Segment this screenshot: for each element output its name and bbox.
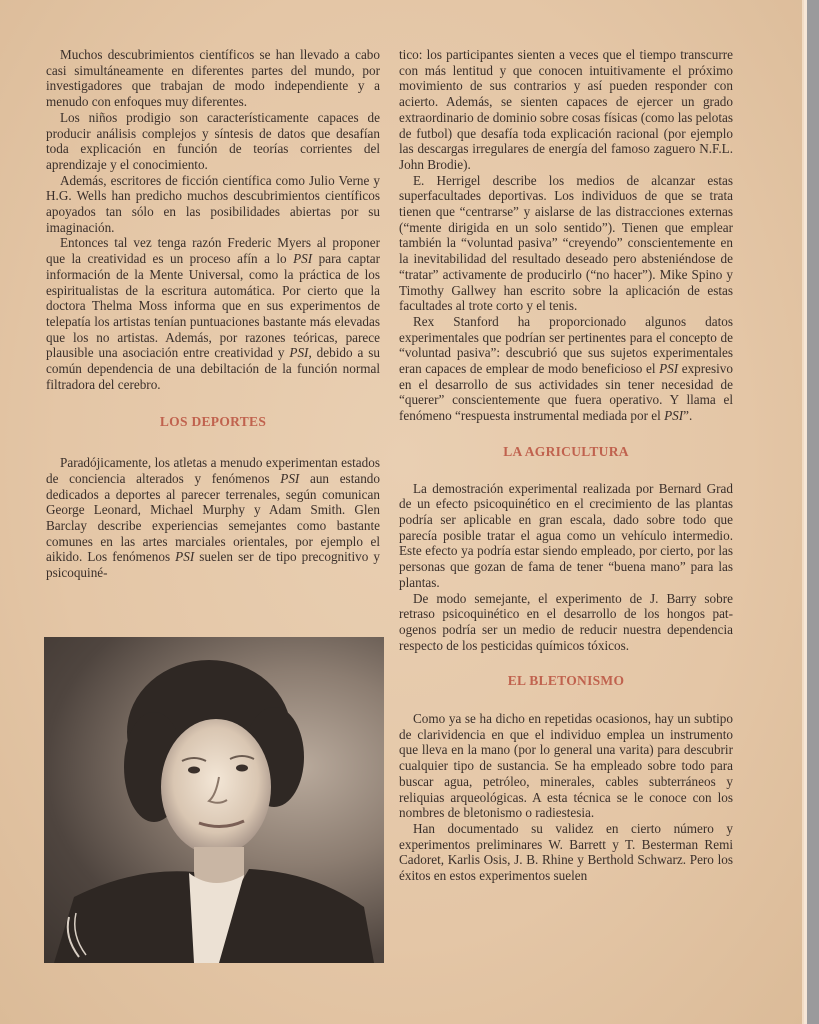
left-column <box>46 47 380 581</box>
psi-term: PSI <box>664 408 684 424</box>
paragraph-myers <box>46 235 380 392</box>
text-run: Paradójicamente, los atletas a menudo experimentan estados de conciencia alterados y fenómenos <box>46 455 380 486</box>
eye-icon <box>236 765 248 772</box>
text-run: , debido a su común dependencia de una debiltación de la función normal filtradora del cerebro. <box>46 345 380 392</box>
text-run: Rex Stanford ha proporcionado algunos datos experimentales que podrían ser pertinentes para el concepto de “voluntad pasiva”: descubrió que sus sujetos experimentales eran capaces de emplear de modo beneficioso el <box>399 313 733 377</box>
text-run: expresivo en el desarrollo de sus actividades sin tener necesidad de “querer” conscientemente que fuera operativo. Y llama el fenómeno “respuesta instrumental mediada por el <box>399 361 733 424</box>
psi-term: PSI <box>289 345 309 361</box>
paragraph-prodigies: Los niños prodigio son característicamente capaces de producir análisis complejos y síntesis de datos que desafían toda explicación en función de teorías corrientes del aprendizaje y el conocimiento. <box>46 109 380 172</box>
right-column <box>399 47 733 884</box>
portrait-photo <box>44 637 384 963</box>
paragraph-fiction-writers: Además, escritores de ficción científica como Julio Verne y H.G. Wells han predicho muchos descubrimientos científicos apoyados tan sólo en las posibilidades abiertas por su imaginación. <box>46 172 380 235</box>
section-heading-sports: LOS DEPORTES <box>159 414 267 430</box>
paragraph-herrigel: E. Herrigel describe los medios de alcanzar estas superfacultades deportivas. Los individuos de que se trata tienen que “centrarse” y aislarse de las distracciones externas (“mente dirigida en un solo sentido”). Tienen que emplear también la “voluntad pasiva” “creyendo” conscientemente en la inevitabilidad del resultado deseado pero absteniéndose de “tratar” activamente de producirlo (“no hacer”). Mike Spino y Timothy Gallwey han escrito sobre la aplicación de estas facultades al trote corto y el tenis. <box>399 172 733 314</box>
paragraph-clairvoyance: Como ya se ha dicho en repetidas ocasionos, hay un subtipo de clarividencia en que el individuo emplea un instrumento que lleva en la mano (por lo general una varita) para descubrir cualquier tipo de sustancia. Se ha empleado sobre todo para buscar agua, petróleo, minerales, cables subterráneos y reliquias arqueológicas. A esta técnica se le conoce con los nombres de bletonismo o radiestesia. <box>399 711 733 821</box>
page-edge <box>804 0 807 1024</box>
paragraph-grad: La demostración experimental realizada por Bernard Grad de un efecto psicoquinético en el crecimiento de las plantas podría ser aplicable en gran escala, dado sobre todo que parecía posible tratar el agua como un vehículo intermedio. Este efecto ya podría estar siendo empleado, por cierto, por las personas que gozan de fama de tener “buena mano” para las plantas. <box>399 480 733 590</box>
text-run: ”. <box>683 408 693 424</box>
paragraph-stanford <box>399 314 733 424</box>
psi-term: PSI <box>659 361 679 377</box>
text-run: para captar información de la Mente Universal, como la práctica de los espiritualistas de la escritura automática. Por cierto que la doctora Thelma Moss informa que en sus experimentos de telepatía los artistas tenían puntuaciones bastante más elevadas que los no artistas. Además, por razones teóricas, parece plausible una asociación entre creatividad y <box>46 251 381 361</box>
text-run: Entonces tal vez tenga razón Frederic Myers al proponer que la creatividad es un proceso afín a lo <box>46 235 380 267</box>
paragraph-continuation: tico: los participantes sienten a veces que el tiempo transcurre con más lentitud y que conocen intuitivamente el próximo movimiento de sus contrarios y así pueden responder con acierto. Además, se sienten capaces de ejercer un grado extraordinario de dominio sobre cosas físicas (como las pelotas de futbol) que desafía toda explicación racional (por ejemplo las descargas irregulares de energía del famoso zaguero N.F.L. John Brodie). <box>399 47 733 172</box>
psi-term: PSI <box>175 549 195 565</box>
paragraph-barry: De modo semejante, el experimento de J. Barry sobre retraso psicoquinético en el desarrollo de los hongos pat-ogenos podría ser un medio de reducir nuestra dependencia respecto de los pesticidas químicos tóxicos. <box>399 590 733 653</box>
eye-icon <box>188 767 200 774</box>
psi-term: PSI <box>293 251 313 267</box>
portrait-illustration <box>44 637 384 963</box>
section-heading-bletonismo: EL BLETONISMO <box>507 673 625 689</box>
text-run: suelen ser de tipo precognitivo y psicoquiné- <box>46 549 381 581</box>
paragraph-discoveries: Muchos descubrimientos científicos se han llevado a cabo casi simultáneamente en diferentes partes del mundo, por investigadores que trabajan de modo independiente y a menudo con enfoques muy diferentes. <box>46 47 380 110</box>
text-run: aun estando dedicados a deportes al parecer terrenales, según comunican George Leonard, Michael Murphy y Adam Smith. Glen Barclay describe experiencias semejantes como bastante comunes en las artes marciales orientales, por ejemplo el aikido. Los fenómenos <box>46 470 380 565</box>
psi-term: PSI <box>280 470 300 486</box>
paragraph-validation: Han documentado su validez en cierto número y experimentos preliminares W. Barrett y T. Besterman Remi Cadoret, Karlis Osis, J. B. Rhine y Berthold Schwarz. Pero los éxitos en estos experimentos suelen <box>399 820 733 884</box>
jacket-shape <box>54 871 204 963</box>
section-heading-agriculture: LA AGRICULTURA <box>503 443 629 459</box>
paragraph-sports <box>46 455 380 581</box>
